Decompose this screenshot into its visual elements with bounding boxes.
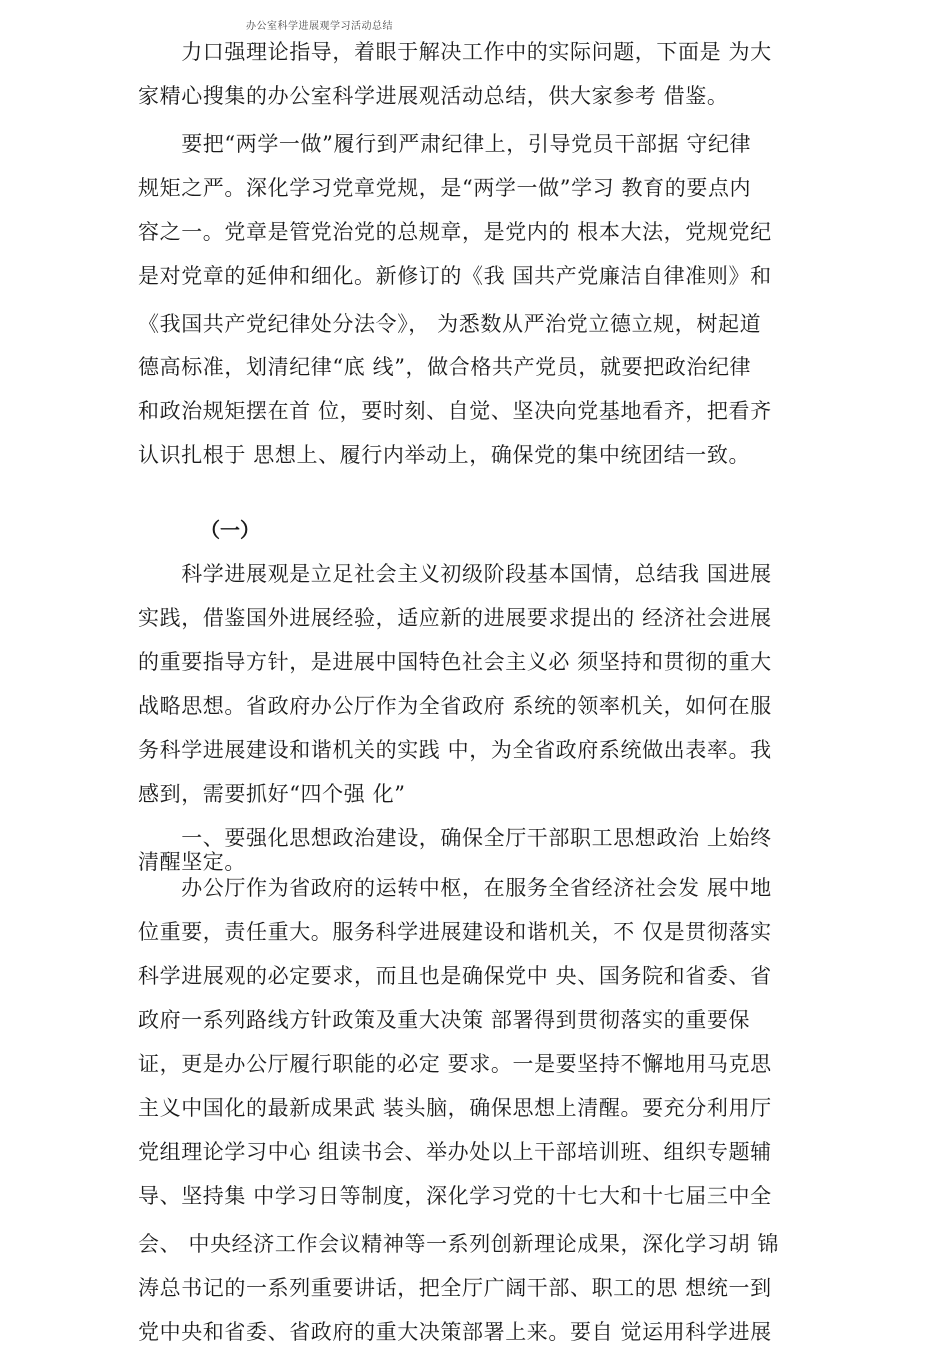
section-heading: （一） xyxy=(200,518,260,542)
text-line: 会、 中央经济工作会议精神等一系列创新理论成果，深化学习胡 锦 xyxy=(138,1232,779,1256)
text-line: 科学进展观是立足社会主义初级阶段基本国情，总结我 国进展 xyxy=(138,562,772,586)
text-line: 要把“两学一做”履行到严肃纪律上，引导党员干部据 守纪律 xyxy=(138,132,752,156)
text-line: 认识扎根于 思想上、履行内举动上，确保党的集中统团结一致。 xyxy=(138,443,751,467)
text-line: 一、要强化思想政治建设，确保全厅干部职工思想政治 上始终 xyxy=(138,826,772,850)
text-line: 主义中国化的最新成果武 装头脑，确保思想上清醒。要充分利用厅 xyxy=(138,1096,772,1120)
text-line: 是对党章的延伸和细化。新修订的《我 国共产党廉洁自律准则》和 xyxy=(138,264,772,288)
page-header: 办公室科学进展观学习活动总结 xyxy=(246,21,393,32)
text-line: 战略思想。省政府办公厅作为全省政府 系统的领率机关，如何在服 xyxy=(138,694,772,718)
text-line: 和政治规矩摆在首 位，要时刻、自觉、坚决向党基地看齐，把看齐 xyxy=(138,399,772,423)
text-line: 涛总书记的一系列重要讲话，把全厅广阔干部、职工的思 想统一到 xyxy=(138,1276,772,1300)
text-line: 规矩之严。深化学习党章党规，是“两学一做”学习 教育的要点内 xyxy=(138,176,752,200)
text-line: 的重要指导方针，是进展中国特色社会主义必 须坚持和贯彻的重大 xyxy=(138,650,772,674)
text-line: 感到，需要抓好“四个强 化” xyxy=(138,782,406,806)
text-line: 务科学进展建设和谐机关的实践 中，为全省政府系统做出表率。我 xyxy=(138,738,772,762)
text-line: 力口强理论指导，着眼于解决工作中的实际问题，下面是 为大 xyxy=(138,40,772,64)
text-line: 《我国共产党纪律处分法令》， 为悉数从严治党立德立规，树起道 xyxy=(138,312,762,336)
text-line: 科学进展观的必定要求，而且也是确保党中 央、国务院和省委、省 xyxy=(138,964,772,988)
text-line: 导、坚持集 中学习日等制度，深化学习党的十七大和十七届三中全 xyxy=(138,1184,772,1208)
text-line: 德高标准，划清纪律“底 线”，做合格共产党员，就要把政治纪律 xyxy=(138,355,752,379)
text-line: 位重要，责任重大。服务科学进展建设和谐机关，不 仅是贯彻落实 xyxy=(138,920,772,944)
text-line: 家精心搜集的办公室科学进展观活动总结，供大家参考 借鉴。 xyxy=(138,84,729,108)
text-line: 清醒坚定。 xyxy=(138,850,246,874)
text-line: 党组理论学习中心 组读书会、举办处以上干部培训班、组织专题辅 xyxy=(138,1140,772,1164)
text-line: 办公厅作为省政府的运转中枢，在服务全省经济社会发 展中地 xyxy=(138,876,772,900)
text-line: 党中央和省委、省政府的重大决策部署上来。要自 觉运用科学进展 xyxy=(138,1320,772,1344)
text-line: 容之一。党章是管党治党的总规章，是党内的 根本大法，党规党纪 xyxy=(138,220,772,244)
text-line: 政府一系列路线方针政策及重大决策 部署得到贯彻落实的重要保 xyxy=(138,1008,751,1032)
text-line: 实践，借鉴国外进展经验，适应新的进展要求提出的 经济社会进展 xyxy=(138,606,772,630)
text-line: 证，更是办公厅履行职能的必定 要求。一是要坚持不懈地用马克思 xyxy=(138,1052,772,1076)
